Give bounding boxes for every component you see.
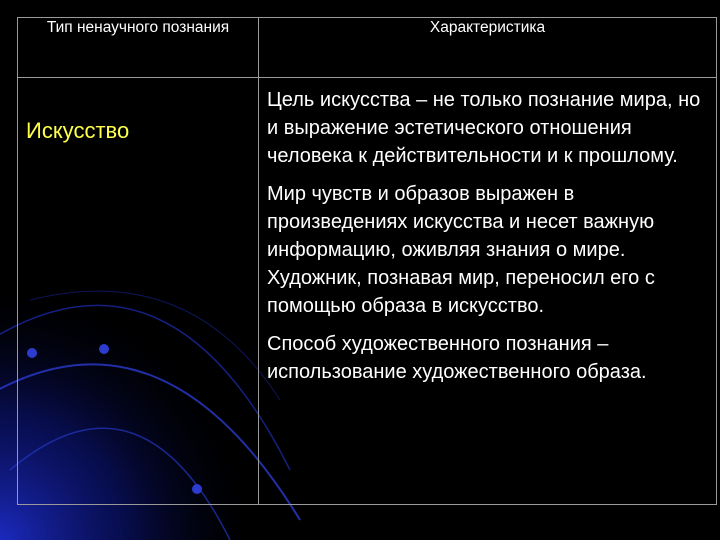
header-type: Тип ненаучного познания (18, 18, 259, 78)
type-name: Искусство (26, 118, 130, 143)
comparison-table (17, 17, 717, 505)
type-cell (18, 78, 259, 505)
header-characteristic: Характеристика (259, 18, 717, 78)
table-row (18, 78, 717, 505)
description-paragraph-1: Цель искусства – не только познание мира, но и выражение эстетического отношения человека к действительности и к прошлому. (267, 89, 701, 167)
description-cell (259, 78, 717, 505)
table-header-row (18, 18, 717, 78)
description-paragraph-2: Мир чувств и образов выражен в произведениях искусства и несет важную информацию, оживляя знания о мире. Художник, познавая мир, переносил его с помощью образа в искусство. (267, 183, 655, 317)
description-paragraph-3: Способ художественного познания – использование художественного образа. (267, 333, 647, 383)
